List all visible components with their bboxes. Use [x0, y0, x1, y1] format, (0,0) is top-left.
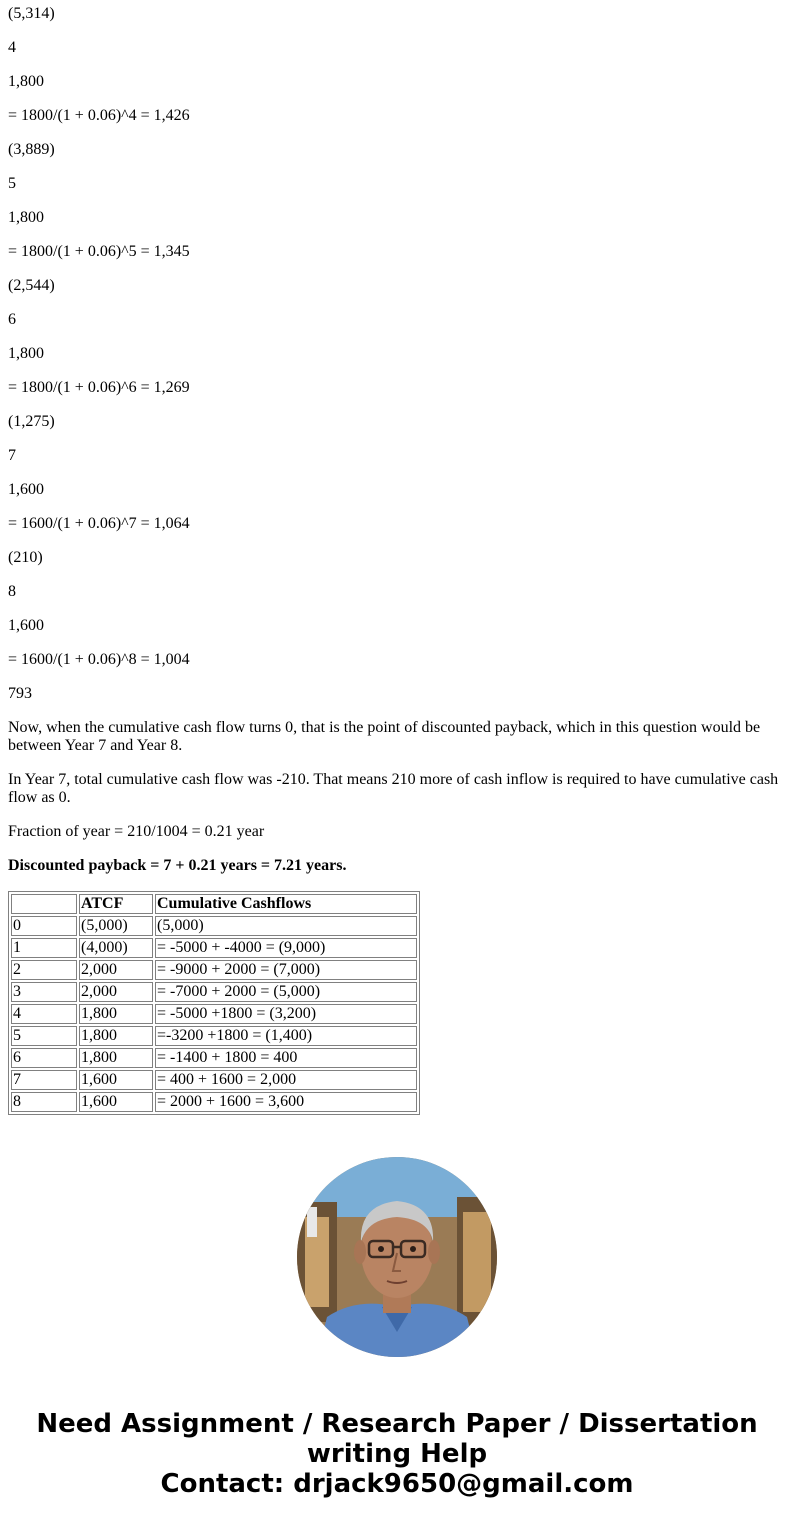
document-body — [0, 5, 794, 1115]
avatar-portrait — [297, 1157, 497, 1357]
explanation-paragraph: Now, when the cumulative cash flow turns 0, that is the point of discounted payback, which in this question would be between Year 7 and Year 8. — [8, 719, 761, 754]
text-line: (5,314) — [8, 5, 55, 22]
footer-line-1: Need Assignment / Research Paper / Dissertation — [36, 1409, 758, 1439]
cumulative-cell: = 2000 + 1600 = 3,600 — [155, 1092, 417, 1112]
text-line: 8 — [8, 583, 16, 600]
year-cell: 6 — [11, 1048, 77, 1068]
text-line: (210) — [8, 549, 43, 566]
atcf-cell: 2,000 — [79, 960, 153, 980]
text-line: = 1600/(1 + 0.06)^7 = 1,064 — [8, 515, 190, 532]
table-header-row — [11, 894, 417, 914]
atcf-cell: 1,600 — [79, 1070, 153, 1090]
text-line: = 1800/(1 + 0.06)^6 = 1,269 — [8, 379, 190, 396]
atcf-cell: 2,000 — [79, 982, 153, 1002]
table-row — [11, 916, 417, 936]
year-cell: 3 — [11, 982, 77, 1002]
header-cumulative: Cumulative Cashflows — [155, 894, 417, 914]
footer-line-2: writing Help — [306, 1439, 488, 1469]
cumulative-cell: = 400 + 1600 = 2,000 — [155, 1070, 417, 1090]
header-year — [11, 894, 77, 914]
table-row — [11, 982, 417, 1002]
text-line: 1,800 — [8, 73, 44, 90]
text-line: 1,800 — [8, 209, 44, 226]
year-cell: 0 — [11, 916, 77, 936]
fraction-paragraph: Fraction of year = 210/1004 = 0.21 year — [8, 823, 265, 840]
year-cell: 8 — [11, 1092, 77, 1112]
footer-banner — [0, 1409, 794, 1499]
text-line: = 1600/(1 + 0.06)^8 = 1,004 — [8, 651, 190, 668]
table-row — [11, 1026, 417, 1046]
cumulative-cell: = -5000 +1800 = (3,200) — [155, 1004, 417, 1024]
cumulative-cell: = -9000 + 2000 = (7,000) — [155, 960, 417, 980]
table-row — [11, 1048, 417, 1068]
year-cell: 1 — [11, 938, 77, 958]
atcf-cell: (5,000) — [79, 916, 153, 936]
text-line: 1,800 — [8, 345, 44, 362]
cumulative-cell: = -7000 + 2000 = (5,000) — [155, 982, 417, 1002]
text-line: = 1800/(1 + 0.06)^4 = 1,426 — [8, 107, 190, 124]
table-row — [11, 1004, 417, 1024]
text-line: 4 — [8, 39, 16, 56]
text-line: = 1800/(1 + 0.06)^5 = 1,345 — [8, 243, 190, 260]
atcf-cell: 1,800 — [79, 1026, 153, 1046]
cumulative-cell: (5,000) — [155, 916, 417, 936]
text-line: 7 — [8, 447, 16, 464]
cumulative-cell: = -1400 + 1800 = 400 — [155, 1048, 417, 1068]
cashflow-table — [8, 891, 420, 1115]
text-line: 1,600 — [8, 481, 44, 498]
year-cell: 7 — [11, 1070, 77, 1090]
text-line: (2,544) — [8, 277, 55, 294]
year-cell: 4 — [11, 1004, 77, 1024]
atcf-cell: (4,000) — [79, 938, 153, 958]
cumulative-cell: = -5000 + -4000 = (9,000) — [155, 938, 417, 958]
text-line: 5 — [8, 175, 16, 192]
atcf-cell: 1,800 — [79, 1048, 153, 1068]
text-line: 793 — [8, 685, 32, 702]
header-atcf: ATCF — [79, 894, 153, 914]
footer-contact: Contact: drjack9650@gmail.com — [160, 1469, 634, 1499]
table-row — [11, 960, 417, 980]
atcf-cell: 1,800 — [79, 1004, 153, 1024]
author-avatar — [297, 1157, 497, 1357]
atcf-cell: 1,600 — [79, 1092, 153, 1112]
table-row — [11, 1092, 417, 1112]
table-row — [11, 938, 417, 958]
year7-paragraph: In Year 7, total cumulative cash flow was -210. That means 210 more of cash inflow is required to have cumulative cash flow as 0. — [8, 771, 779, 806]
cumulative-cell: =-3200 +1800 = (1,400) — [155, 1026, 417, 1046]
text-line: (1,275) — [8, 413, 55, 430]
year-cell: 2 — [11, 960, 77, 980]
year-cell: 5 — [11, 1026, 77, 1046]
table-row — [11, 1070, 417, 1090]
result-text: Discounted payback = 7 + 0.21 years = 7.21 years. — [8, 857, 347, 874]
result-paragraph — [8, 857, 786, 875]
text-line: 6 — [8, 311, 16, 328]
text-line: (3,889) — [8, 141, 55, 158]
text-line: 1,600 — [8, 617, 44, 634]
